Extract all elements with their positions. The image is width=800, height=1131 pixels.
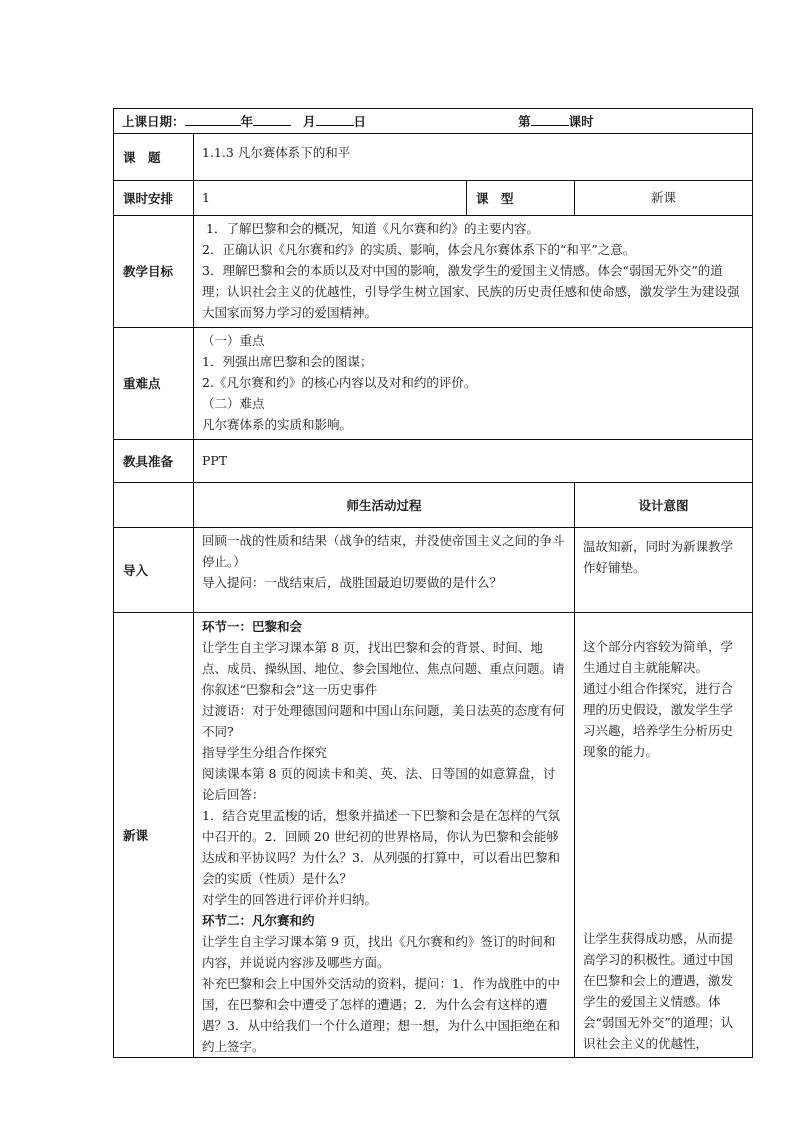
section1-line: 1．结合克里孟梭的话，想象并描述一下巴黎和会是在怎样的气氛中召开的。2．回顾 20 世纪初的世界格局，你认为巴黎和会能够达成和平协议吗？为什么？3．从列强的打算中，可以看出巴黎和会的实质（性质）是什么？ <box>202 808 560 886</box>
objectives-label: 教学目标 <box>114 216 194 328</box>
schedule-value: 1 <box>194 181 467 216</box>
class-date-cell <box>114 109 753 134</box>
topic-row <box>114 134 753 181</box>
objective-line: 2．正确认识《凡尔赛和约》的实质、影响，体会凡尔赛体系下的“和平”之意。 <box>202 242 636 257</box>
new-lesson-purpose <box>575 613 753 1058</box>
date-label: 上课日期： <box>122 113 185 129</box>
month-blank <box>253 111 291 126</box>
period-blank <box>531 111 569 126</box>
intro-content <box>194 528 575 613</box>
intro-purpose: 温故知新，同时为新课教学作好铺垫。 <box>575 528 753 613</box>
design-header: 设计意图 <box>575 483 753 528</box>
materials-value: PPT <box>194 440 753 483</box>
key-points-content <box>194 328 753 440</box>
intro-label: 导入 <box>114 528 194 613</box>
day-blank <box>316 111 354 126</box>
intro-line: 导入提问：一战结束后，战胜国最迫切要做的是什么？ <box>202 575 503 590</box>
section2-line: 补充巴黎和会上中国外交活动的资料，提问：1．作为战胜中的中国，在巴黎和会中遭受了怎样的遭遇；2．为什么会有这样的遭遇？3．从中给我们一个什么道理；想一想，为什么中国拒绝在和约上签字。 <box>202 976 560 1054</box>
lesson-type-label: 课 型 <box>467 181 575 216</box>
objective-line: 1．了解巴黎和会的概况，知道《凡尔赛和约》的主要内容。 <box>206 221 539 236</box>
section2-title: 环节二：凡尔赛和约 <box>202 913 315 928</box>
key-point-line: 凡尔赛体系的实质和影响。 <box>202 417 353 432</box>
topic-label: 课 题 <box>114 134 194 181</box>
section1-line: 对学生的回答进行评价并归纳。 <box>202 892 378 907</box>
new-lesson-row <box>114 613 753 1058</box>
key-point-line: （二）难点 <box>202 396 265 411</box>
section2-line: 让学生自主学习课本第 9 页，找出《凡尔赛和约》签订的时间和内容，并说说内容涉及哪些方面。 <box>202 934 556 970</box>
topic-value: 1.1.3 凡尔赛体系下的和平 <box>194 134 753 181</box>
key-points-row <box>114 328 753 440</box>
new-lesson-content <box>194 613 575 1058</box>
purpose-line: 这个部分内容较为简单，学生通过自主就能解决。 <box>583 639 734 675</box>
objectives-row <box>114 216 753 328</box>
key-point-line: （一）重点 <box>202 333 265 348</box>
materials-label: 教具准备 <box>114 440 194 483</box>
intro-row <box>114 528 753 613</box>
objectives-content <box>194 216 753 328</box>
new-lesson-label: 新课 <box>114 613 194 1058</box>
key-points-label: 重难点 <box>114 328 194 440</box>
section1-line: 过渡语：对于处理德国问题和中国山东问题，美日法英的态度有何不同? <box>202 703 565 739</box>
activity-header: 师生活动过程 <box>194 483 575 528</box>
day-label: 日 <box>353 113 367 129</box>
empty-label-cell <box>114 483 194 528</box>
purpose-line: 让学生获得成功感，从而提高学习的积极性。通过中国在巴黎和会上的遭遇，激发学生的爱国主义情感。体会“弱国无外交”的道理；认识社会主义的优越性， <box>583 931 734 1051</box>
period-suffix: 课时 <box>568 113 594 129</box>
section1-line: 让学生自主学习课本第 8 页，找出巴黎和会的背景、时间、地点、成员、操纵国、地位、参会国地位、焦点问题、重点问题。请你叙述“巴黎和会”这一历史事件 <box>202 640 565 697</box>
section1-title: 环节一：巴黎和会 <box>202 619 303 634</box>
year-label: 年 <box>240 113 254 129</box>
purpose-line: 通过小组合作探究，进行合理的历史假设，激发学生学习兴趣，培养学生分析历史现象的能力。 <box>583 681 734 759</box>
section1-line: 阅读课本第 8 页的阅读卡和美、英、法、日等国的如意算盘，讨论后回答： <box>202 766 556 802</box>
key-point-line: 2.《凡尔赛和约》的核心内容以及对和约的评价。 <box>202 375 477 390</box>
schedule-label: 课时安排 <box>114 181 194 216</box>
objective-line: 3．理解巴黎和会的本质以及对中国的影响，激发学生的爱国主义情感。体会“弱国无外交”的道理；认识社会主义的优越性，引导学生树立国家、民族的历史责任感和使命感，激发学生为建设强大国家而努力学习的爱国精神。 <box>202 263 740 320</box>
year-blank <box>185 111 241 126</box>
section1-line: 指导学生分组合作探究 <box>202 745 328 760</box>
month-label: 月 <box>303 113 316 129</box>
lesson-plan-table <box>113 108 753 1058</box>
intro-line: 回顾一战的性质和结果（战争的结束，并没使帝国主义之间的争斗停止。） <box>202 533 565 569</box>
process-header-row <box>114 483 753 528</box>
key-point-line: 1．列强出席巴黎和会的图谋； <box>202 354 373 369</box>
lesson-type-value: 新课 <box>575 181 753 216</box>
schedule-row <box>114 181 753 216</box>
materials-row <box>114 440 753 483</box>
period-prefix: 第 <box>518 113 531 129</box>
header-row <box>114 109 753 134</box>
